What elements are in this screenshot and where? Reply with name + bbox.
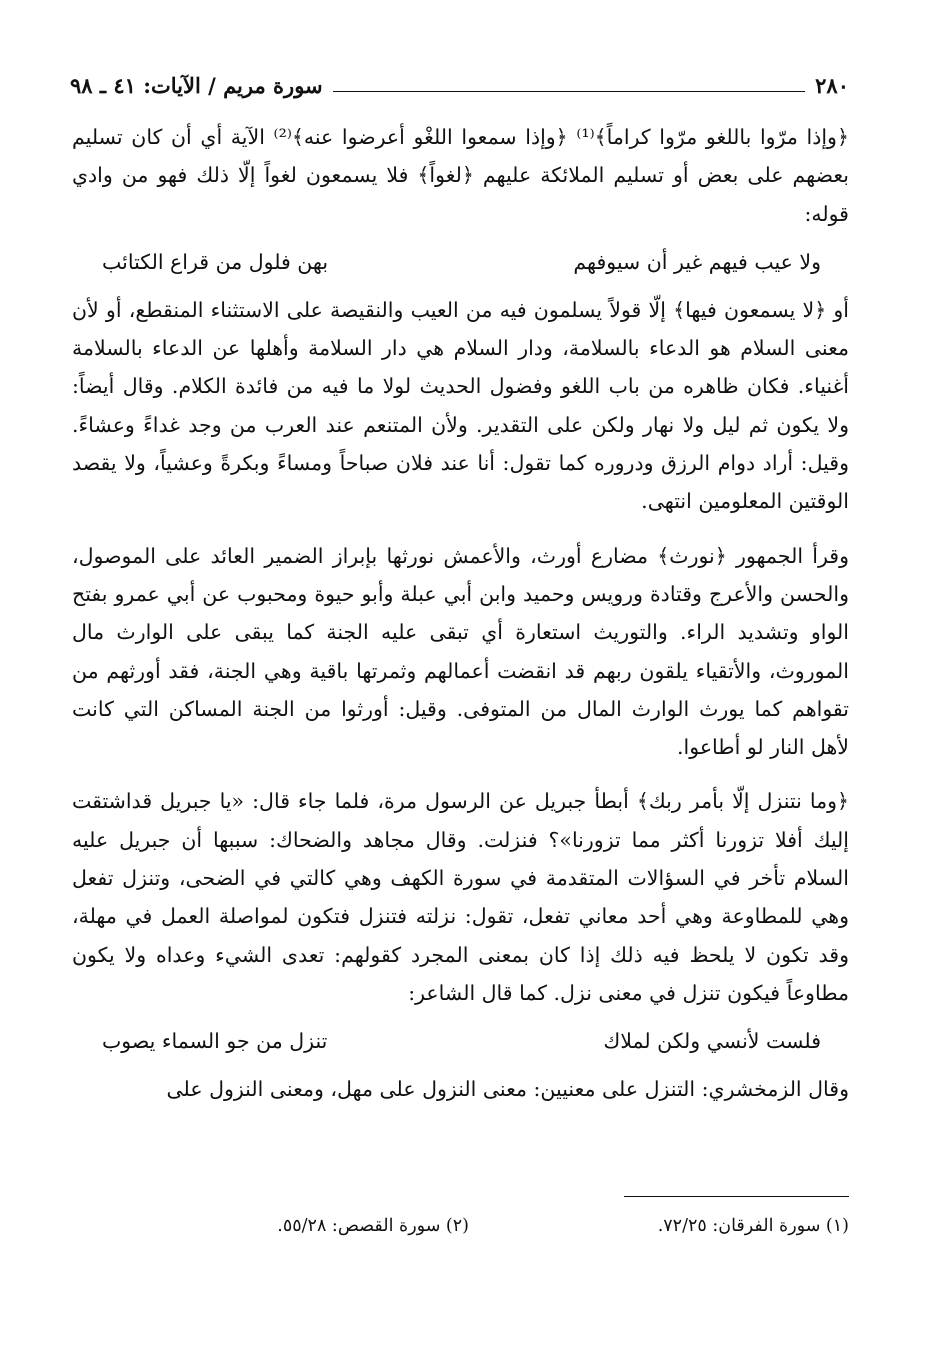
poetry-verse: [72, 243, 849, 281]
paragraph: ﴿وإذا مرّوا باللغو مرّوا كراماً﴾⁽¹⁾ ﴿وإذا سمعوا اللغْو أعرضوا عنه﴾⁽²⁾ الآية أي أن كان تسليم بعضهم على بعض أو تسليم الملائكة عليهم ﴿لغواً﴾ فلا يسمعون لغواً إلّا ذلك فهو من وادي قوله:: [72, 125, 849, 226]
page-number: ٢٨٠: [815, 72, 849, 98]
paragraph: وقرأ الجمهور ﴿نورث﴾ مضارع أورث، والأعمش نورثها بإبراز الضمير العائد على الموصول، والحسن والأعرج وقتادة ورويس وحميد وابن أبي عبلة وأبو حيوة ومحبوب عن أبي عمرو بفتح الواو وتشديد الراء. والتوريث استعارة أي تبقى عليه الجنة كما يبقى على الوارث مال الموروث، والأتقياء يلقون ربهم قد انقضت أعمالهم وثمرتها باقية وهي الجنة، فقد أورثهم من تقواهم كما يورث الوارث المال من المتوفى. وقيل: أورثوا من الجنة المساكن التي كانت لأهل النار لو أطاعوا.: [72, 543, 849, 760]
verse-second-hemistich: بهن فلول من قراع الكتائب: [102, 249, 329, 274]
verse-first-hemistich: ولا عيب فيهم غير أن سيوفهم: [573, 249, 821, 274]
paragraph: وقال الزمخشري: التنزل على معنيين: معنى النزول على مهل، ومعنى النزول على: [166, 1077, 849, 1102]
paragraph: ﴿وما نتنزل إلّا بأمر ربك﴾ أبطأ جبريل عن الرسول مرة، فلما جاء قال: «يا جبريل قداشتقت إليك أفلا تزورنا أكثر مما تزورنا»؟ فنزلت. وقال مجاهد والضحاك: سببها أن جبريل عليه السلام تأخر في السؤالات المتقدمة في سورة الكهف وهي كالتي في الضحى، وتنزل تفعل وهي للمطاوعة وهي أحد معاني تفعل، تقول: نزلته فتنزل فتكون لمواصلة العمل في مهلة، وقد تكون لا يلحظ فيه ذلك إذا كان بمعنى المجرد كقولهم: تعدى الشيء وعداه ولا يكون مطاوعاً فيكون تنزل في معنى نزل. كما قال الشاعر:: [72, 789, 849, 1005]
footnotes: [72, 1216, 849, 1236]
footnote: (١) سورة الفرقان: ٧٢/٢٥.: [657, 1216, 849, 1236]
verse-second-hemistich: تنزل من جو السماء يصوب: [102, 1029, 328, 1054]
footnote: (٢) سورة القصص: ٥٥/٢٨.: [277, 1216, 469, 1236]
running-title: سورة مريم / الآيات: ٤١ ـ ٩٨: [70, 72, 323, 98]
page-header: [70, 68, 849, 102]
poetry-verse: [72, 1022, 849, 1060]
paragraph: أو ﴿لا يسمعون فيها﴾ إلّا قولاً يسلمون فيه من العيب والنقيصة على الاستثناء المنقطع، أو لأن معنى السلام هو الدعاء بالسلامة، ودار السلام هي دار السلامة وأهلها عن الدعاء بالسلامة أغنياء. فكان ظاهره من باب اللغو وفضول الحديث لولا ما فيه من فائدة الكلام. وقال أيضاً: ولا يكون ثم ليل ولا نهار ولكن على التقدير. ولأن المتنعم عند العرب من وجد غداءً وعشاءً. وقيل: أراد دوام الرزق ودروره كما تقول: أنا عند فلان صباحاً ومساءً وبكرةً وعشياً، ولا يقصد الوقتين المعلومين انتهى.: [72, 297, 849, 514]
header-rule: [333, 91, 806, 92]
text-body: [72, 118, 849, 1109]
verse-first-hemistich: فلست لأنسي ولكن لملاك: [603, 1029, 821, 1054]
footnote-rule: [624, 1196, 849, 1197]
